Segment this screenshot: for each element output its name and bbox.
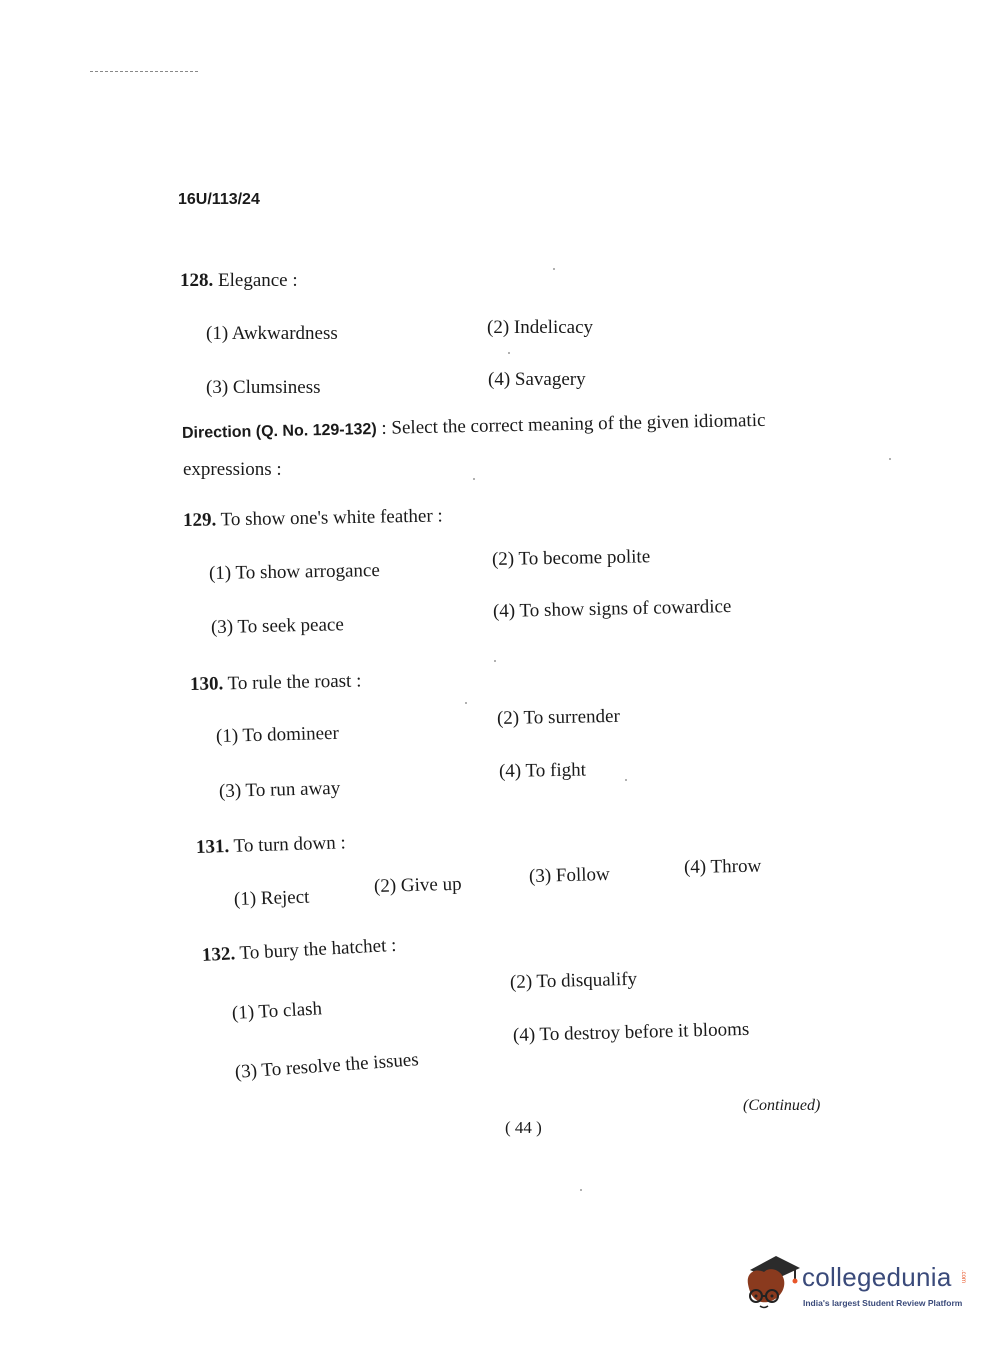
q132-option-3: (3) To resolve the issues — [234, 1049, 420, 1083]
collegedunia-logo — [742, 1250, 972, 1320]
direction-line-2: expressions : — [183, 459, 282, 480]
mascot-icon — [742, 1250, 802, 1312]
question-number: 130. — [189, 673, 224, 695]
scan-speck — [889, 458, 891, 460]
q129-option-3: (3) To seek peace — [210, 614, 345, 638]
question-number: 131. — [195, 835, 230, 858]
scan-speck — [580, 1189, 582, 1191]
question-129 — [183, 505, 443, 532]
q128-option-3: (3) Clumsiness — [206, 377, 321, 398]
q129-option-4: (4) To show signs of cowardice — [492, 596, 732, 622]
scan-speck — [473, 478, 475, 480]
direction-label: Direction (Q. No. 129-132) — [181, 420, 377, 442]
q131-option-2: (2) Give up — [373, 873, 462, 897]
scan-speck — [465, 702, 467, 704]
logo-wordmark: collegedunia — [802, 1262, 952, 1292]
question-text: To turn down : — [233, 832, 347, 857]
q132-option-2: (2) To disqualify — [509, 968, 638, 993]
q128-option-4: (4) Savagery — [488, 369, 586, 390]
q129-option-1: (1) To show arrogance — [208, 560, 380, 584]
question-number: 129. — [182, 509, 217, 531]
scan-artifact-line — [90, 71, 198, 72]
question-text: To show one's white feather : — [220, 505, 443, 531]
q128-option-2: (2) Indelicacy — [487, 317, 594, 338]
page-number: ( 44 ) — [505, 1118, 542, 1137]
direction-text: : Select the correct meaning of the given idiomatic — [376, 409, 766, 439]
continued-note: (Continued) — [743, 1097, 821, 1114]
question-number: 128. — [180, 270, 214, 291]
q131-option-1: (1) Reject — [233, 886, 310, 910]
q131-option-4: (4) Throw — [683, 855, 762, 878]
question-131 — [196, 832, 346, 859]
paper-code: 16U/113/24 — [178, 191, 260, 208]
question-number: 132. — [201, 943, 236, 966]
q130-option-1: (1) To domineer — [215, 722, 340, 747]
q131-option-3: (3) Follow — [528, 863, 610, 887]
question-128 — [180, 270, 298, 292]
q130-option-3: (3) To run away — [218, 777, 341, 802]
q132-option-1: (1) To clash — [231, 998, 323, 1024]
scan-speck — [625, 779, 627, 781]
q129-option-2: (2) To become polite — [491, 546, 651, 570]
direction-line-1 — [182, 410, 766, 444]
q130-option-4: (4) To fight — [498, 759, 587, 782]
scan-speck — [508, 352, 510, 354]
question-text: To rule the roast : — [227, 670, 362, 695]
scan-speck — [494, 660, 496, 662]
q128-option-1: (1) Awkwardness — [206, 323, 338, 344]
question-130 — [190, 670, 362, 696]
question-text: Elegance : — [218, 270, 298, 291]
question-132 — [201, 935, 397, 967]
q130-option-2: (2) To surrender — [496, 705, 620, 729]
q132-option-4: (4) To destroy before it blooms — [512, 1018, 750, 1046]
scan-speck — [553, 268, 555, 270]
logo-suffix: .com — [960, 1270, 966, 1284]
logo-tagline: India's largest Student Review Platform — [803, 1298, 963, 1308]
question-text: To bury the hatchet : — [239, 934, 397, 965]
